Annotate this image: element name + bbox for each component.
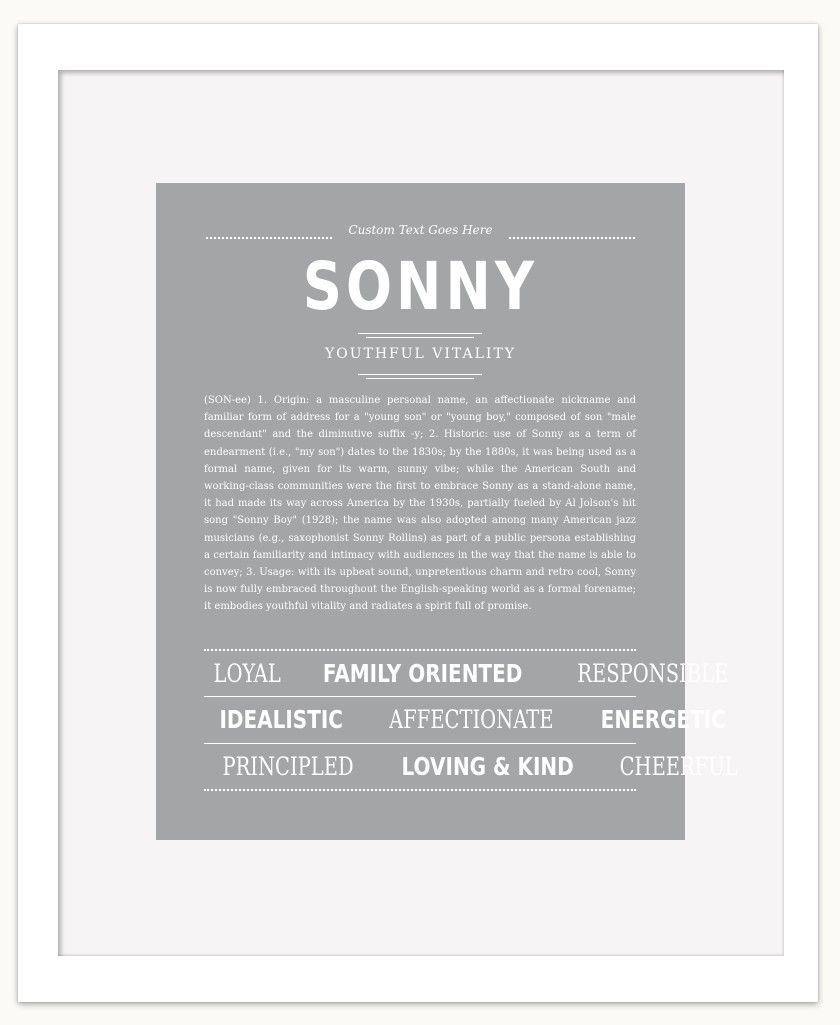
trait-word: LOYAL xyxy=(213,659,281,688)
traits-row xyxy=(204,659,728,689)
name-definition: (SON-ee) 1. Origin: a masculine personal name, an affectionate nickname and familiar form of address for a "young son" or "young boy," composed of son "male descendant" and the diminutive suffix -y; 2. Historic: use of Sonny as a term of endearment (i.e., "my son") dates to the 1830s; by the 1880s, it was being used as a formal name, given for its warm, sunny vibe; while the American South and working-class communities were the first to embrace Sonny as a stand-alone name, it had made its way across America by the 1930s, partially fueled by Al Jolson's hit song "Sonny Boy" (1928); the name was also adopted among many American jazz musicians (e.g., saxophonist Sonny Rollins) as part of a public persona establishing a certain familiarity and intimacy with audiences in the way that the name is able to convey; 3. Usage: with its upbeat sound, unpretentious charm and retro cool, Sonny is now fully embraced throughout the English-speaking world as a formal forename; it embodies youthful vitality and radiates a spirit full of promise. xyxy=(204,395,636,613)
divider-line xyxy=(358,333,482,334)
dotted-divider-right xyxy=(509,237,635,239)
divider-line xyxy=(204,743,636,744)
dotted-divider xyxy=(204,789,636,791)
traits-row xyxy=(204,705,726,735)
divider-line xyxy=(358,374,482,375)
dotted-divider-left xyxy=(206,237,332,239)
divider-line xyxy=(366,337,474,338)
trait-word: ENERGETIC xyxy=(600,705,726,734)
trait-word: IDEALISTIC xyxy=(219,705,343,734)
dotted-divider xyxy=(204,649,636,651)
trait-word: PRINCIPLED xyxy=(222,752,354,781)
trait-word: AFFECTIONATE xyxy=(389,705,554,734)
trait-word: CHEERFUL xyxy=(619,752,738,781)
trait-word: FAMILY ORIENTED xyxy=(323,659,523,688)
name-meaning: YOUTHFUL VITALITY xyxy=(324,346,517,362)
traits-row xyxy=(204,752,738,782)
custom-text: Custom Text Goes Here xyxy=(348,223,493,237)
name-meaning-print xyxy=(156,183,738,840)
trait-word: RESPONSIBLE xyxy=(576,659,728,688)
name-heading: SONNY xyxy=(302,248,539,325)
trait-word: LOVING & KIND xyxy=(401,752,574,781)
divider-line xyxy=(366,378,474,379)
divider-line xyxy=(204,696,636,697)
